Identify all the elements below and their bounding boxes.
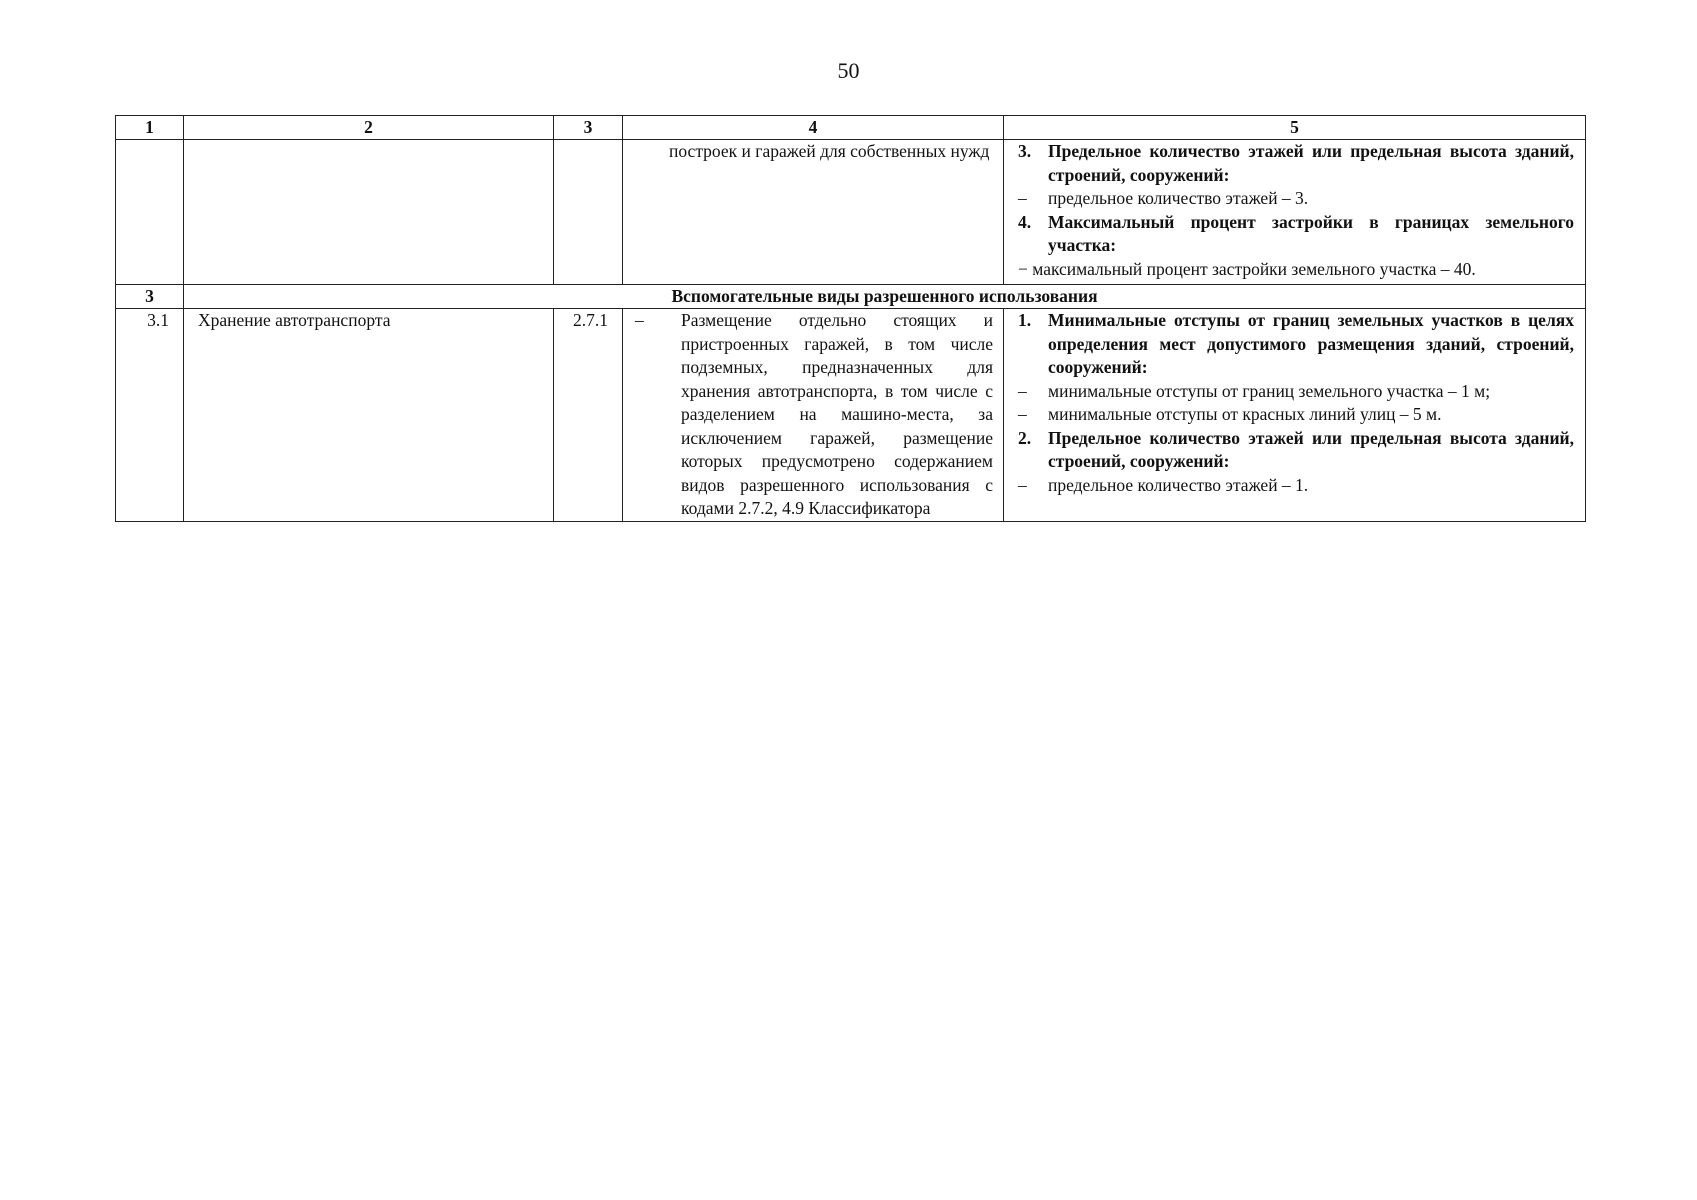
row-params-list <box>1018 309 1574 497</box>
param-text: Предельное количество этажей или предельная высота зданий, строений, сооружений: <box>1048 141 1574 185</box>
header-col-2: 2 <box>184 116 554 140</box>
land-use-table <box>115 115 1586 522</box>
cont-num-cell <box>116 140 184 285</box>
section-number: 3 <box>116 285 184 309</box>
section-title: Вспомогательные виды разрешенного использования <box>184 285 1586 309</box>
cont-description-cell <box>623 140 1004 285</box>
row-description-cell <box>623 309 1004 522</box>
param-heading <box>1018 211 1574 258</box>
table-header-row <box>116 116 1586 140</box>
param-marker: 4. <box>1018 211 1032 232</box>
param-marker: 2. <box>1018 427 1032 448</box>
param-item <box>1018 403 1574 427</box>
header-col-1: 1 <box>116 116 184 140</box>
row-name: Хранение автотранспорта <box>184 309 554 522</box>
section-row <box>116 285 1586 309</box>
param-heading <box>1018 140 1574 187</box>
cont-code-cell <box>554 140 623 285</box>
param-item <box>1018 474 1574 498</box>
param-text: минимальные отступы от границ земельного участка – 1 м; <box>1048 380 1491 401</box>
param-marker: – <box>1018 188 1027 208</box>
param-text: предельное количество этажей – 1. <box>1048 474 1309 495</box>
header-col-5: 5 <box>1004 116 1586 140</box>
param-item <box>1018 187 1574 211</box>
page-number: 50 <box>837 58 860 83</box>
header-col-4: 4 <box>623 116 1004 140</box>
cont-params-list <box>1018 140 1574 258</box>
param-marker: 3. <box>1018 141 1032 161</box>
param-text: Максимальный процент застройки в границах земельного участка: <box>1048 211 1574 255</box>
param-marker: – <box>1018 380 1027 401</box>
param-text: предельное количество этажей – 3. <box>1048 188 1309 208</box>
row-number: 3.1 <box>116 309 184 522</box>
cont-last-line: − максимальный процент застройки земельного участка – 40. <box>1018 258 1476 279</box>
cont-name-cell <box>184 140 554 285</box>
header-col-3: 3 <box>554 116 623 140</box>
dash-marker: – <box>635 310 644 330</box>
param-text: Минимальные отступы от границ земельных участков в целях определения мест допустимого размещения зданий, строений, сооружений: <box>1048 310 1574 377</box>
param-heading <box>1018 309 1574 380</box>
param-marker: – <box>1018 404 1027 424</box>
param-text: минимальные отступы от красных линий улиц – 5 м. <box>1048 404 1442 424</box>
row-description <box>635 309 993 521</box>
param-text: Предельное количество этажей или предельная высота зданий, строений, сооружений: <box>1048 427 1574 471</box>
row-params-cell <box>1004 309 1586 522</box>
cont-description-text: построек и гаражей для собственных нужд <box>669 141 990 161</box>
param-marker: 1. <box>1018 310 1032 330</box>
row-code: 2.7.1 <box>554 309 623 522</box>
cont-params-cell <box>1004 140 1586 285</box>
continuation-row <box>116 140 1586 285</box>
param-item <box>1018 380 1574 404</box>
param-marker: – <box>1018 474 1027 495</box>
table-row <box>116 309 1586 522</box>
param-heading <box>1018 427 1574 474</box>
row-description-text: Размещение отдельно стоящих и пристроенных гаражей, в том числе подземных, предназначенных для хранения автотранспорта, в том числе с разделением на машино-места, за исключением гаражей, размещение которых предусмотрено содержанием видов разрешенного использования с кодами 2.7.2, 4.9 Классификатора <box>681 310 993 518</box>
